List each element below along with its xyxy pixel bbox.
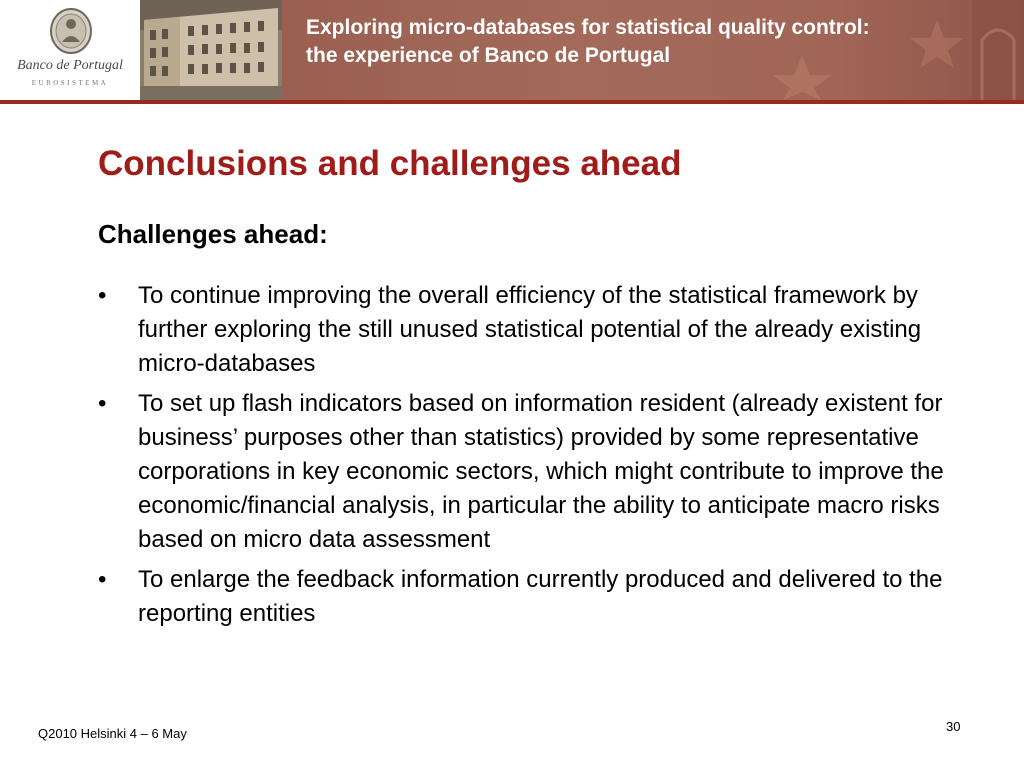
list-item	[98, 279, 978, 381]
presentation-title-line-2: the experience of Banco de Portugal	[306, 44, 671, 67]
bank-logo	[0, 0, 140, 100]
bullet-text: To enlarge the feedback information currently produced and delivered to the reporting entities	[138, 566, 943, 627]
bullet-icon: •	[98, 566, 107, 593]
slide-subheading: Challenges ahead:	[98, 219, 328, 249]
challenges-list	[98, 279, 978, 637]
title-banner	[282, 0, 1024, 100]
bullet-text: To continue improving the overall efficiency of the statistical framework by further exploring the still unused statistical potential of the already existing micro-databases	[138, 282, 922, 377]
brand-subtitle: EUROSISTEMA	[31, 79, 109, 87]
list-item	[98, 563, 978, 631]
headquarters-building-image	[140, 0, 282, 100]
bullet-text: To set up flash indicators based on information resident (already existent for business’ purposes other than statistics) provided by some representative corporations in key economic sectors, which might contribute to improve the economic/financial analysis, in particular the ability to anticipate macro risks based on micro data assessment	[138, 390, 944, 553]
page-number: 30	[946, 719, 961, 734]
footer-event: Q2010 Helsinki 4 – 6 May	[38, 726, 187, 741]
presentation-title	[306, 14, 1006, 70]
bullet-icon: •	[98, 282, 107, 309]
header-divider	[0, 100, 1024, 104]
bullet-icon: •	[98, 390, 107, 417]
slide-title: Conclusions and challenges ahead	[98, 144, 682, 183]
brand-name: Banco de Portugal	[17, 58, 123, 73]
slide-header	[0, 0, 1024, 100]
bank-seal-icon	[50, 8, 92, 54]
presentation-title-line-1: Exploring micro-databases for statistical quality control:	[306, 16, 870, 39]
list-item	[98, 387, 978, 557]
